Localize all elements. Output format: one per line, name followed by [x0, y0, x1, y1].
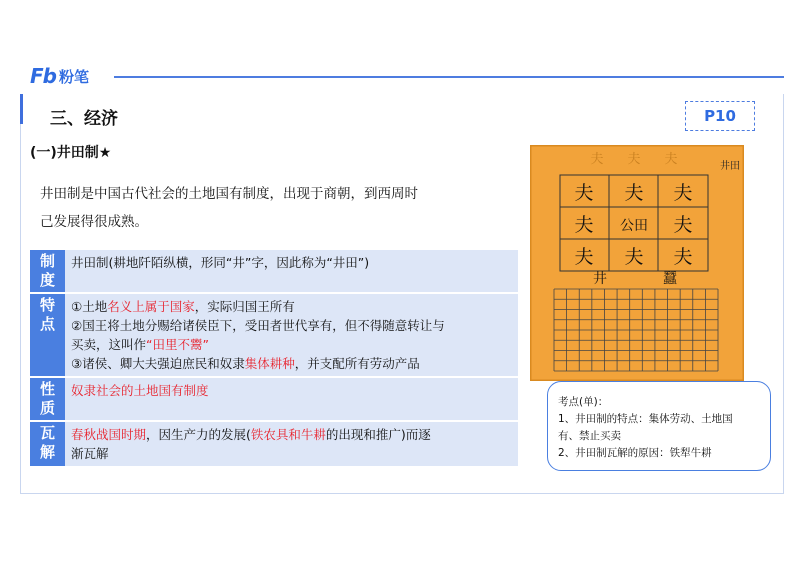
- table-row: [30, 293, 518, 377]
- diagram-caption: 井: [593, 271, 607, 287]
- grid-cell-label: 夫: [574, 182, 594, 204]
- info-table: [30, 250, 518, 468]
- grid-cell-label: 夫: [624, 246, 644, 268]
- title-accent-bar: [20, 94, 23, 124]
- row-content: 春秋战国时期，因生产力的发展(铁农具和牛耕的出现和推广)而逐 渐瓦解: [65, 421, 518, 467]
- brand-name: 粉笔: [58, 67, 89, 86]
- grid-cell-label: 夫: [574, 214, 594, 236]
- grid-cell-label: 夫: [673, 182, 693, 204]
- diagram-caption: 蠶: [663, 271, 677, 287]
- row-label: 特 点: [30, 293, 65, 377]
- well-field-svg: [530, 145, 744, 381]
- brand-mark: Fb: [30, 64, 56, 88]
- section-title: 三、经济: [50, 109, 118, 129]
- grid-cell-label: 公田: [620, 218, 648, 234]
- intro-line: 井田制是中国古代社会的土地国有制度，出现于商朝，到西周时: [40, 186, 418, 202]
- intro-line: 己发展得很成熟。: [40, 214, 148, 230]
- row-label: 性 质: [30, 377, 65, 421]
- top-row-char: 夫: [590, 152, 604, 167]
- exam-note-box: [547, 381, 771, 471]
- top-row-char: 夫: [664, 152, 678, 167]
- well-field-diagram: [530, 145, 744, 381]
- top-row-char: 夫: [627, 152, 641, 167]
- row-content: ①土地名义上属于国家，实际归国王所有 ②国王将土地分赐给诸侯臣下，受田者世代享有，但不得随意转让与 买卖，这叫作“田里不鬻” ③诸侯、卿大夫强迫庶民和奴隶集体耕种，并支配所有劳动产品: [65, 293, 518, 377]
- side-title: 井田: [720, 161, 740, 172]
- brand-logo: [30, 64, 89, 88]
- grid-cell-label: 夫: [624, 182, 644, 204]
- intro-paragraph: [40, 180, 510, 236]
- table-row: [30, 250, 518, 293]
- page-badge: P10: [685, 101, 755, 131]
- grid-cell-label: 夫: [574, 246, 594, 268]
- sub-title: (一)井田制★: [30, 145, 112, 161]
- grid-cell-label: 夫: [673, 214, 693, 236]
- grid-labels: [574, 182, 692, 268]
- grid-cell-label: 夫: [673, 246, 693, 268]
- row-label: 制 度: [30, 250, 65, 293]
- table-row: [30, 377, 518, 421]
- note-title: 考点(单)：: [558, 396, 609, 408]
- row-content: 井田制(耕地阡陌纵横，形同“井”字，因此称为“井田”): [65, 250, 518, 293]
- table-row: [30, 421, 518, 467]
- row-content: 奴隶社会的土地国有制度: [65, 377, 518, 421]
- row-label: 瓦 解: [30, 421, 65, 467]
- header-rule: [114, 76, 784, 78]
- note-line: 有、禁止买卖: [558, 430, 621, 442]
- note-line: 1、井田制的特点：集体劳动、土地国: [558, 413, 733, 425]
- note-line: 2、井田制瓦解的原因：铁犁牛耕: [558, 447, 712, 459]
